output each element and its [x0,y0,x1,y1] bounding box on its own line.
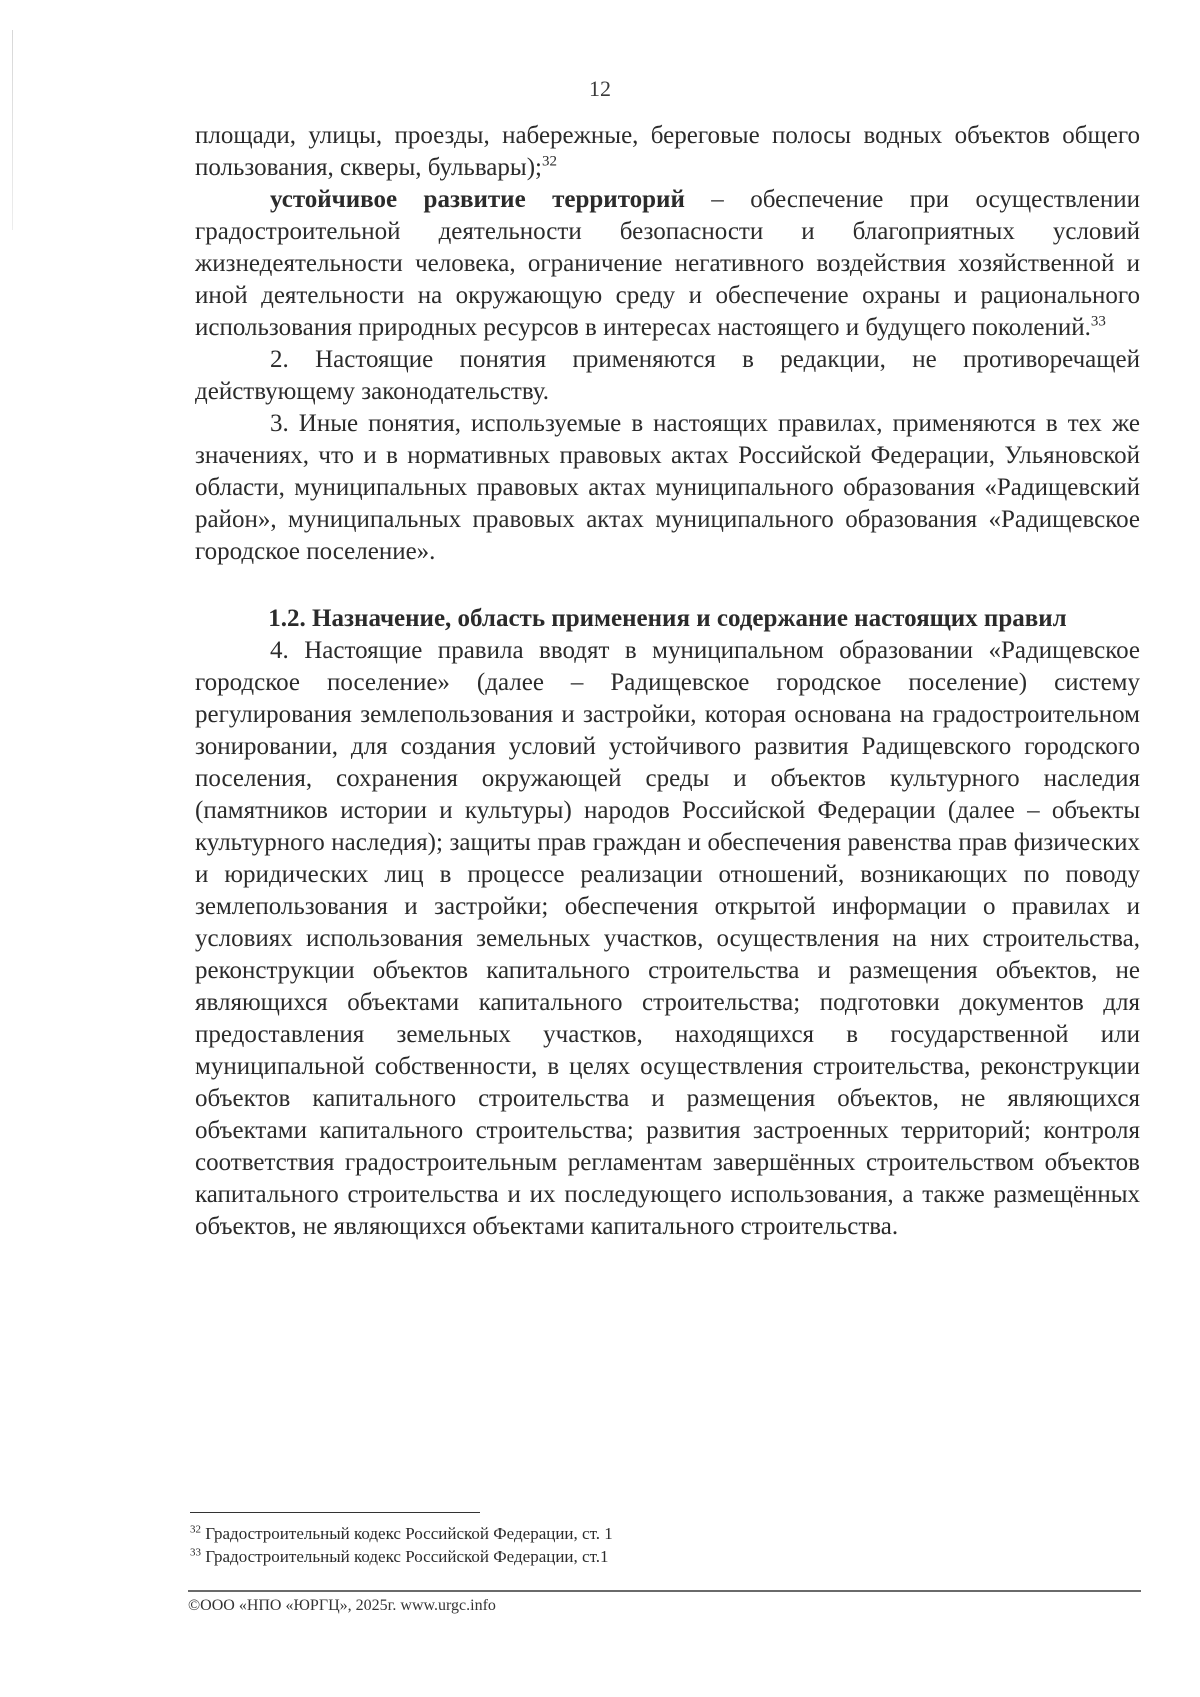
footnote-separator [190,1512,480,1513]
footer-separator [188,1590,1141,1592]
footnote-ref: 33 [1090,313,1106,330]
page-number: 12 [589,76,611,101]
footnote [190,1522,990,1545]
footnote-number: 33 [190,1546,201,1559]
footnote-ref: 32 [541,153,557,170]
paragraph-3: 3. Иные понятия, используемые в настоящих правилах, применяются в тех же значениях, что и в нормативных правовых актах Российской Федерации, Ульяновской области, муниципальных правовых актах муниципального образования «Радищевский район», муниципальных правовых актах муниципального образования «Радищевское городское поселение». [195,410,1140,565]
footnotes [190,1522,990,1568]
footer-copyright: ©ООО «НПО «ЮРГЦ», 2025г. www.urgc.info [188,1597,496,1614]
footnote-text: Градостроительный кодекс Российской Федерации, ст. 1 [201,1524,613,1543]
footnote [190,1545,990,1568]
paragraph-continuation [195,120,1140,184]
scan-margin-artifact [12,30,13,230]
footnote-number: 32 [190,1523,201,1536]
section-heading: 1.2. Назначение, область применения и содержание настоящих правил [268,605,1067,632]
definition-paragraph [195,184,1140,344]
main-text [195,120,1140,1243]
paragraph-2: 2. Настоящие понятия применяются в редакции, не противоречащей действующему законодательству. [195,346,1140,405]
footnote-text: Градостроительный кодекс Российской Федерации, ст.1 [201,1547,609,1566]
definition-text: – обеспечение при осуществлении градостроительной деятельности безопасности и благоприятных условий жизнедеятельности человека, ограничение негативного воздействия хозяйственной и иной деятельности на окружающую среду и обеспечение охраны и рационального использования природных ресурсов в интересах настоящего и будущего поколений. [195,186,1141,341]
paragraph-4: 4. Настоящие правила вводят в муниципальном образовании «Радищевское городское поселение» (далее – Радищевское городское поселение) систему регулирования землепользования и застройки, которая основана на градостроительном зонировании, для создания условий устойчивого развития Радищевского городского поселения, сохранения окружающей среды и объектов культурного наследия (памятников истории и культуры) народов Российской Федерации (далее – объекты культурного наследия); защиты прав граждан и обеспечения равенства прав физических и юридических лиц в процессе реализации отношений, возникающих по поводу землепользования и застройки; обеспечения открытой информации о правилах и условиях использования земельных участков, осуществления на них строительства, реконструкции объектов капитального строительства и размещения объектов, не являющихся объектами капитального строительства; подготовки документов для предоставления земельных участков, находящихся в государственной или муниципальной собственности, в целях осуществления строительства, реконструкции объектов капитального строительства и размещения объектов, не являющихся объектами капитального строительства; развития застроенных территорий; контроля соответствия градостроительным регламентам завершённых строительством объектов капитального строительства и их последующего использования, а также размещённых объектов, не являющихся объектами капитального строительства. [195,637,1140,1240]
defined-term: устойчивое развитие территорий [270,186,685,213]
paragraph-text: площади, улицы, проезды, набережные, береговые полосы водных объектов общего пользования, скверы, бульвары); [195,122,1140,181]
